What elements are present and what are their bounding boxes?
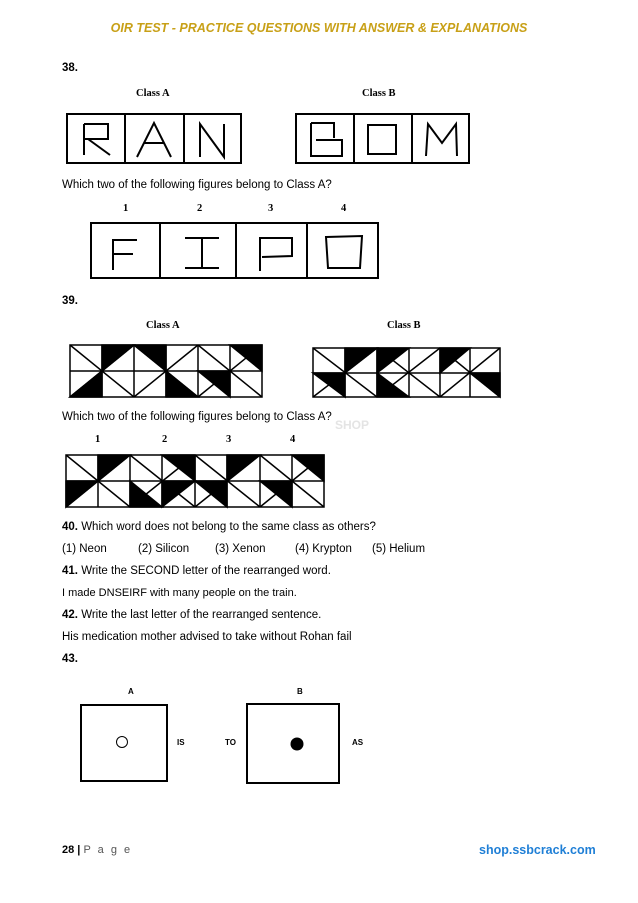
q39-option-2: 2 — [162, 434, 168, 445]
footer-page-number: 28 — [62, 844, 75, 856]
q39-question-text: Which two of the following figures belong to Class A? — [62, 411, 332, 423]
q40-option-4: (4) Krypton — [295, 543, 352, 555]
q39-option-1: 1 — [95, 434, 101, 445]
footer-page-info — [62, 844, 132, 856]
q41-detail: I made DNSEIRF with many people on the train. — [62, 587, 297, 599]
q41-text: Write the SECOND letter of the rearranged word. — [78, 565, 331, 577]
q38-option-2: 2 — [197, 203, 203, 214]
q39-option-3: 3 — [226, 434, 232, 445]
watermark-text: SHOP — [335, 418, 370, 432]
q42-number: 42. — [62, 609, 78, 621]
q38-option-4: 4 — [341, 203, 347, 214]
q39-class-b-label: Class B — [387, 320, 421, 331]
q41-number: 41. — [62, 565, 78, 577]
footer-page-word: P a g e — [83, 844, 133, 856]
q43-label-a: A — [128, 687, 134, 696]
q38-class-b-label: Class B — [362, 88, 396, 99]
q40-option-5: (5) Helium — [372, 543, 426, 555]
q40-option-1: (1) Neon — [62, 543, 107, 555]
q43-number: 43. — [62, 653, 78, 665]
q40-number: 40. — [62, 521, 78, 533]
q38-class-a-label: Class A — [136, 88, 170, 99]
q40-option-3: (3) Xenon — [215, 543, 266, 555]
q39-number: 39. — [62, 295, 78, 307]
q39-class-a-label: Class A — [146, 320, 180, 331]
q38-number: 38. — [62, 62, 78, 74]
q42-text: Write the last letter of the rearranged sentence. — [78, 609, 322, 621]
footer-site-link[interactable]: shop.ssbcrack.com — [479, 843, 596, 857]
q40-text: Which word does not belong to the same class as others? — [78, 521, 376, 533]
footer-separator: | — [74, 844, 84, 856]
q43-empty-circle — [117, 737, 128, 748]
q42-detail: His medication mother advised to take without Rohan fail — [62, 631, 352, 643]
q43-word-as: AS — [352, 738, 364, 747]
q43-word-to: TO — [225, 738, 236, 747]
page-header-title: OIR TEST - PRACTICE QUESTIONS WITH ANSWER & EXPLANATIONS — [110, 21, 528, 35]
q40-option-2: (2) Silicon — [138, 543, 190, 555]
q43-filled-circle — [291, 738, 304, 751]
q38-option-1: 1 — [123, 203, 129, 214]
q43-label-b: B — [297, 687, 303, 696]
q43-word-is: IS — [177, 738, 185, 747]
q39-option-4: 4 — [290, 434, 296, 445]
q38-question-text: Which two of the following figures belong to Class A? — [62, 179, 332, 191]
q38-option-3: 3 — [268, 203, 274, 214]
